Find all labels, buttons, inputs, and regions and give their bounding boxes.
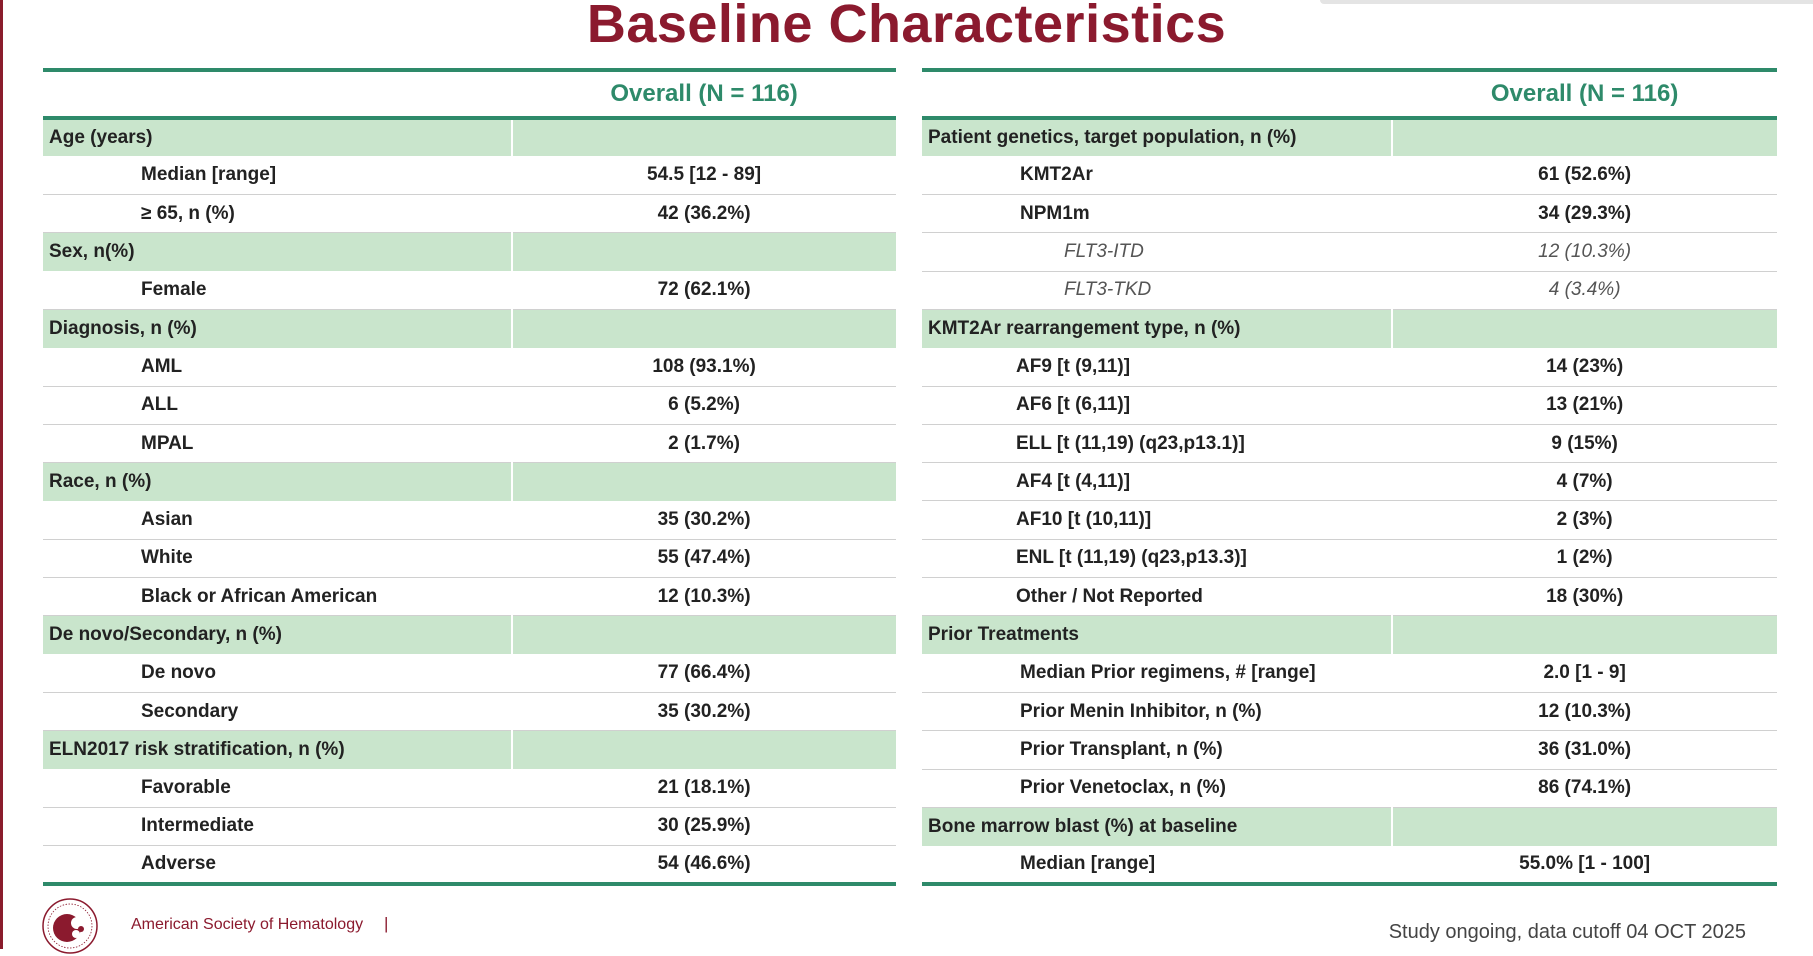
row-label: FLT3-TKD [922,271,1392,309]
table-row [43,424,896,462]
table-row [43,654,896,692]
header-empty-cell [43,70,512,118]
row-label: De novo [43,654,512,692]
slide-left-border [0,0,3,949]
row-value: 35 (30.2%) [512,501,896,539]
section-label: KMT2Ar rearrangement type, n (%) [922,309,1392,347]
row-value: 108 (93.1%) [512,348,896,386]
table-header-row [43,70,896,118]
footer-data-cutoff-note: Study ongoing, data cutoff 04 OCT 2025 [1388,921,1746,943]
row-label: NPM1m [922,195,1392,233]
baseline-table-right [922,68,1777,886]
table-row [43,386,896,424]
table-row [43,156,896,194]
row-label: Median Prior regimens, # [range] [922,654,1392,692]
row-value: 54.5 [12 - 89] [512,156,896,194]
row-label: MPAL [43,424,512,462]
row-value: 12 (10.3%) [512,578,896,616]
table-row [922,195,1777,233]
row-label: Prior Menin Inhibitor, n (%) [922,692,1392,730]
section-row [922,616,1777,654]
baseline-table-left [43,68,896,886]
table-row [922,463,1777,501]
row-label: ENL [t (11,19) (q23,p13.3)] [922,539,1392,577]
row-value: 4 (7%) [1392,463,1777,501]
section-value-empty [512,309,896,347]
header-empty-cell [922,70,1392,118]
row-value: 2 (1.7%) [512,424,896,462]
row-value: 30 (25.9%) [512,807,896,845]
table-row [43,769,896,807]
table-row [922,731,1777,769]
row-label: Female [43,271,512,309]
table-row [922,348,1777,386]
table-row [43,195,896,233]
row-label: AF4 [t (4,11)] [922,463,1392,501]
section-label: Bone marrow blast (%) at baseline [922,807,1392,845]
row-value: 1 (2%) [1392,539,1777,577]
section-row [43,463,896,501]
row-value: 35 (30.2%) [512,692,896,730]
row-label: ELL [t (11,19) (q23,p13.1)] [922,424,1392,462]
table-row [922,424,1777,462]
section-value-empty [512,233,896,271]
table-row [922,501,1777,539]
section-value-empty [1392,616,1777,654]
table-row [43,807,896,845]
table-row [922,578,1777,616]
section-row [43,731,896,769]
row-value: 2 (3%) [1392,501,1777,539]
row-value: 13 (21%) [1392,386,1777,424]
table-row [922,654,1777,692]
row-value: 9 (15%) [1392,424,1777,462]
table-row [43,846,896,884]
row-label: ≥ 65, n (%) [43,195,512,233]
subgroup-row [922,233,1777,271]
section-label: ELN2017 risk stratification, n (%) [43,731,512,769]
row-value: 12 (10.3%) [1392,233,1777,271]
section-label: Race, n (%) [43,463,512,501]
section-value-empty [1392,309,1777,347]
row-label: Prior Venetoclax, n (%) [922,769,1392,807]
row-value: 77 (66.4%) [512,654,896,692]
row-label: Intermediate [43,807,512,845]
row-value: 61 (52.6%) [1392,156,1777,194]
row-value: 55.0% [1 - 100] [1392,846,1777,884]
section-value-empty [1392,118,1777,156]
table-row [43,539,896,577]
row-label: Adverse [43,846,512,884]
table-row [922,846,1777,884]
section-value-empty [512,731,896,769]
right-table-body [922,118,1777,884]
ash-logo-icon [40,896,100,956]
section-value-empty [512,463,896,501]
row-value: 34 (29.3%) [1392,195,1777,233]
row-label: Prior Transplant, n (%) [922,731,1392,769]
row-label: Other / Not Reported [922,578,1392,616]
table-row [43,578,896,616]
row-label: FLT3-ITD [922,233,1392,271]
row-label: Asian [43,501,512,539]
section-value-empty [512,616,896,654]
section-row [43,233,896,271]
table-row [43,348,896,386]
section-label: Diagnosis, n (%) [43,309,512,347]
row-value: 4 (3.4%) [1392,271,1777,309]
row-value: 12 (10.3%) [1392,692,1777,730]
table-row [922,539,1777,577]
row-value: 21 (18.1%) [512,769,896,807]
table-row [43,501,896,539]
row-label: AF6 [t (6,11)] [922,386,1392,424]
table-header-row [922,70,1777,118]
row-value: 18 (30%) [1392,578,1777,616]
row-value: 54 (46.6%) [512,846,896,884]
table-row [922,386,1777,424]
row-label: White [43,539,512,577]
section-row [922,807,1777,845]
row-label: KMT2Ar [922,156,1392,194]
section-label: Patient genetics, target population, n (%) [922,118,1392,156]
table-row [922,769,1777,807]
row-value: 72 (62.1%) [512,271,896,309]
row-value: 6 (5.2%) [512,386,896,424]
section-row [922,118,1777,156]
row-value: 55 (47.4%) [512,539,896,577]
table-row [43,271,896,309]
row-label: ALL [43,386,512,424]
section-label: Prior Treatments [922,616,1392,654]
table-row [922,692,1777,730]
column-header: Overall (N = 116) [512,70,896,118]
table-row [43,692,896,730]
section-row [43,309,896,347]
row-value: 42 (36.2%) [512,195,896,233]
row-label: Secondary [43,692,512,730]
row-label: AML [43,348,512,386]
section-label: De novo/Secondary, n (%) [43,616,512,654]
footer-organization: American Society of Hematology [131,916,364,933]
section-row [43,118,896,156]
row-label: AF9 [t (9,11)] [922,348,1392,386]
section-value-empty [512,118,896,156]
section-value-empty [1392,807,1777,845]
column-header: Overall (N = 116) [1392,70,1777,118]
slide-title: Baseline Characteristics [586,0,1227,54]
subgroup-row [922,271,1777,309]
section-label: Age (years) [43,118,512,156]
row-value: 36 (31.0%) [1392,731,1777,769]
table-row [922,156,1777,194]
row-value: 2.0 [1 - 9] [1392,654,1777,692]
row-label: AF10 [t (10,11)] [922,501,1392,539]
footer-separator: | [384,914,389,933]
row-value: 86 (74.1%) [1392,769,1777,807]
section-label: Sex, n(%) [43,233,512,271]
row-label: Median [range] [43,156,512,194]
section-row [922,309,1777,347]
row-label: Median [range] [922,846,1392,884]
row-label: Favorable [43,769,512,807]
left-table-body [43,118,896,884]
section-row [43,616,896,654]
row-value: 14 (23%) [1392,348,1777,386]
row-label: Black or African American [43,578,512,616]
